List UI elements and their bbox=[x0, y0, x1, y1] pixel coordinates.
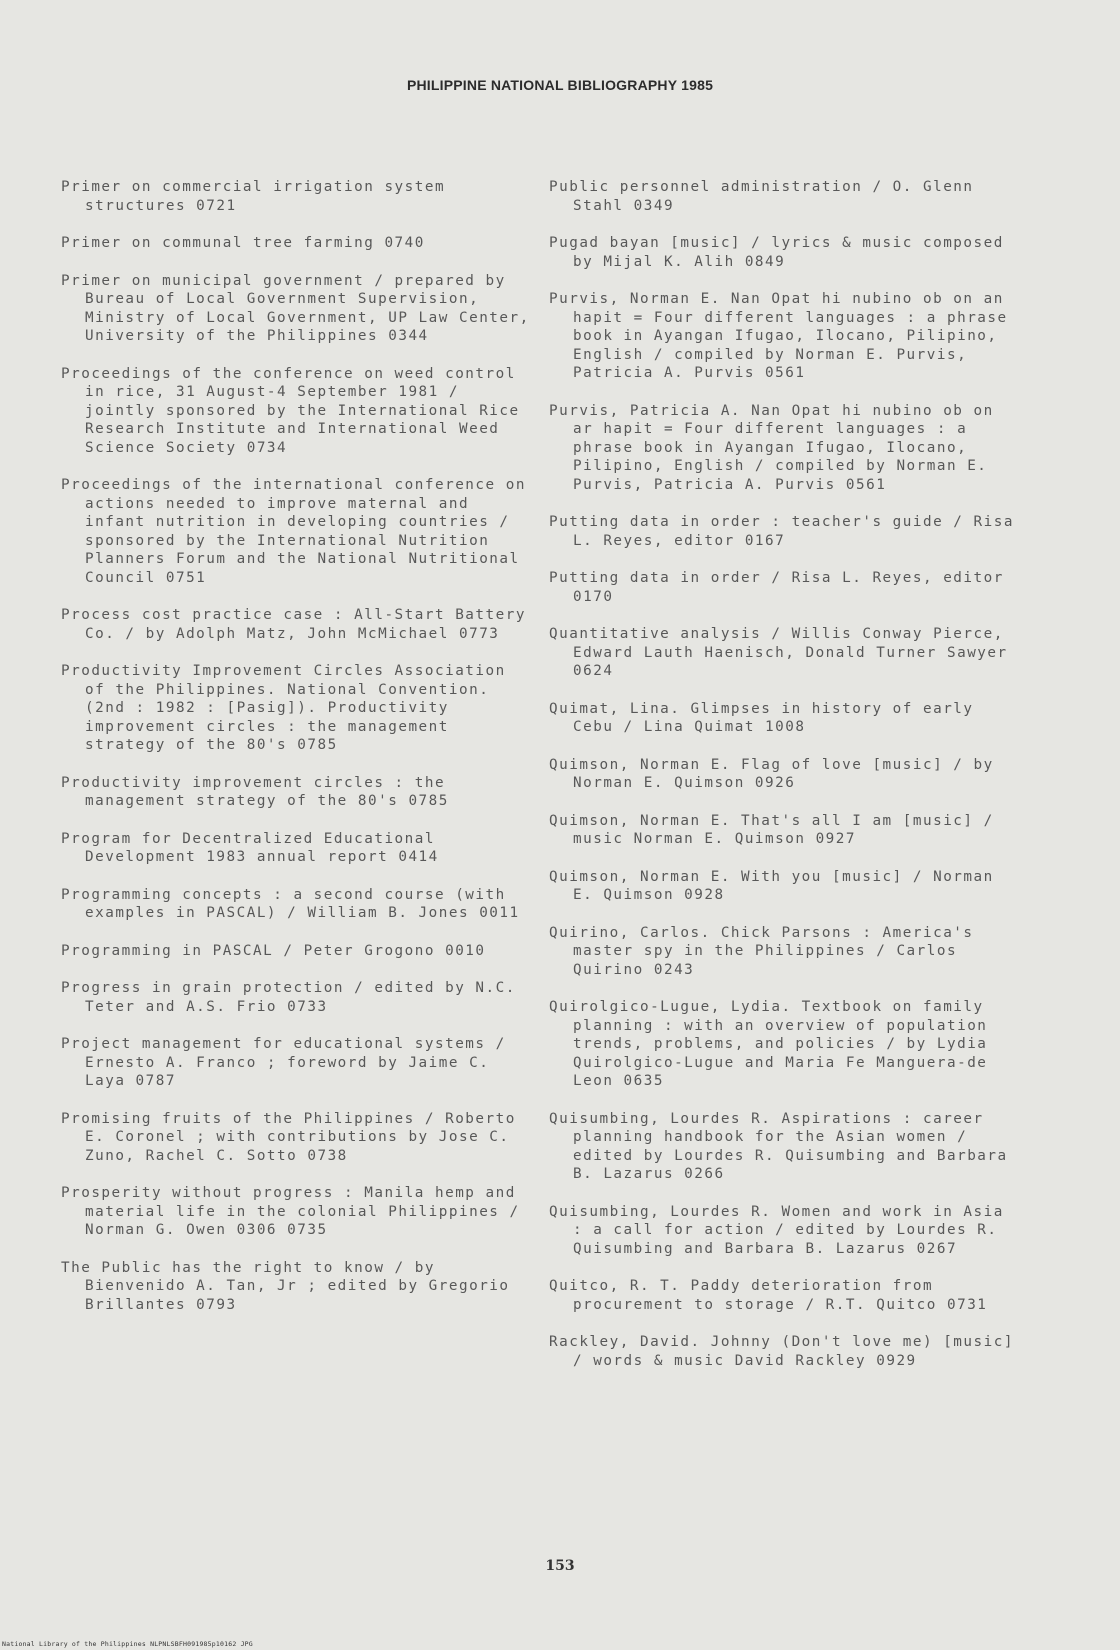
bibliography-entry: Productivity Improvement Circles Association of the Philippines. National Convention. (2nd : 1982 : [Pasig]). Productivity improvement circles : the management strategy of the 80's 0785 bbox=[61, 663, 516, 753]
bibliography-entry: Primer on communal tree farming 0740 bbox=[61, 235, 425, 251]
bibliography-entry: Purvis, Patricia A. Nan Opat hi nubino ob on ar hapit = Four different languages : a phrase book in Ayangan Ifugao, Ilocano, Pilipino, English / compiled by Norman E. Purvis, Patricia A. Purvis 0561 bbox=[549, 402, 1004, 493]
bibliography-entry: Programming concepts : a second course (with examples in PASCAL) / William B. Jones 0011 bbox=[61, 886, 520, 921]
bibliography-entry: Program for Decentralized Educational Development 1983 annual report 0414 bbox=[61, 830, 446, 865]
page-number: 153 bbox=[545, 1558, 575, 1574]
bibliography-entry: Proceedings of the international conference on actions needed to improve maternal and infant nutrition in developing countries / sponsored by the International Nutrition Planners Forum and the National Nutritional Council 0751 bbox=[61, 477, 537, 586]
page-title: PHILIPPINE NATIONAL BIBLIOGRAPHY 1985 bbox=[406, 77, 714, 93]
bibliography-entry: Quisumbing, Lourdes R. Aspirations : career planning handbook for the Asian women / edited by Lourdes R. Quisumbing and Barbara B. Lazarus 0266 bbox=[549, 1110, 1018, 1182]
right-column bbox=[549, 178, 1025, 1389]
bibliography-entry: Primer on municipal government / prepared by Bureau of Local Government Supervision, Ministry of Local Government, UP Law Center, University of the Philippines 0344 bbox=[61, 272, 540, 344]
left-column bbox=[61, 178, 540, 1333]
bibliography-entry: Prosperity without progress : Manila hemp and material life in the colonial Philippines / Norman G. Owen 0306 0735 bbox=[61, 1185, 530, 1238]
bibliography-entry: Quimson, Norman E. That's all I am [music] / music Norman E. Quimson 0927 bbox=[549, 812, 1004, 847]
bibliography-entry: The Public has the right to know / by Bienvenido A. Tan, Jr ; edited by Gregorio Brillantes 0793 bbox=[61, 1259, 520, 1313]
bibliography-entry: Purvis, Norman E. Nan Opat hi nubino ob on an hapit = Four different languages : a phrase book in Ayangan Ifugao, Ilocano, Pilipino, English / compiled by Norman E. Purvis, Patricia A. Purvis 0561 bbox=[549, 291, 1018, 381]
bibliography-entry: Promising fruits of the Philippines / Roberto E. Coronel ; with contributions by Jose C. Zuno, Rachel C. Sotto 0738 bbox=[61, 1110, 526, 1164]
bibliography-entry: Quirolgico-Lugue, Lydia. Textbook on family planning : with an overview of population trends, problems, and policies / by Lydia Quirolgico-Lugue and Maria Fe Manguera-de Leon 0635 bbox=[549, 999, 998, 1089]
bibliography-entry: Quimat, Lina. Glimpses in history of early Cebu / Lina Quimat 1008 bbox=[549, 700, 984, 735]
bibliography-entry: Programming in PASCAL / Peter Grogono 0010 bbox=[61, 942, 486, 959]
bibliography-entry: Quirino, Carlos. Chick Parsons : America's master spy in the Philippines / Carlos Quirino 0243 bbox=[549, 924, 984, 978]
bibliography-entry: Putting data in order / Risa L. Reyes, editor 0170 bbox=[549, 570, 1014, 605]
bibliography-entry: Quimson, Norman E. Flag of love [music] / by Norman E. Quimson 0926 bbox=[549, 756, 1004, 791]
bibliography-entry: Quisumbing, Lourdes R. Women and work in Asia : a call for action / edited by Lourdes R. Quisumbing and Barbara B. Lazarus 0267 bbox=[549, 1203, 1014, 1257]
bibliography-entry: Quimson, Norman E. With you [music] / Norman E. Quimson 0928 bbox=[549, 868, 1004, 903]
bibliography-entry: Putting data in order : teacher's guide / Risa L. Reyes, editor 0167 bbox=[549, 514, 1025, 549]
bibliography-entry: Project management for educational systems / Ernesto A. Franco ; foreword by Jaime C. Laya 0787 bbox=[61, 1036, 516, 1089]
bibliography-entry: Primer on commercial irrigation system structures 0721 bbox=[61, 179, 456, 214]
bibliography-entry: Proceedings of the conference on weed control in rice, 31 August-4 September 1981 / jointly sponsored by the International Rice Research Institute and International Weed Science Society 0734 bbox=[61, 365, 530, 456]
bibliography-entry: Productivity improvement circles : the management strategy of the 80's 0785 bbox=[61, 774, 456, 809]
bibliography-entry: Rackley, David. Johnny (Don't love me) [music] / words & music David Rackley 0929 bbox=[549, 1334, 1025, 1369]
bibliography-entry: Quitco, R. T. Paddy deterioration from procurement to storage / R.T. Quitco 0731 bbox=[549, 1278, 988, 1313]
bibliography-entry: Quantitative analysis / Willis Conway Pierce, Edward Lauth Haenisch, Donald Turner Sawyer 0624 bbox=[549, 626, 1018, 679]
bibliography-entry: Public personnel administration / O. Glenn Stahl 0349 bbox=[549, 179, 984, 214]
bibliography-entry: Progress in grain protection / edited by N.C. Teter and A.S. Frio 0733 bbox=[61, 980, 526, 1015]
bibliography-entry: Process cost practice case : All-Start Battery Co. / by Adolph Matz, John McMichael 0773 bbox=[61, 607, 537, 642]
scan-footer: National Library of the Philippines NLPNLSBFH091985p10162 JPG bbox=[2, 1640, 253, 1648]
bibliography-entry: Pugad bayan [music] / lyrics & music composed by Mijal K. Alih 0849 bbox=[549, 235, 1014, 270]
